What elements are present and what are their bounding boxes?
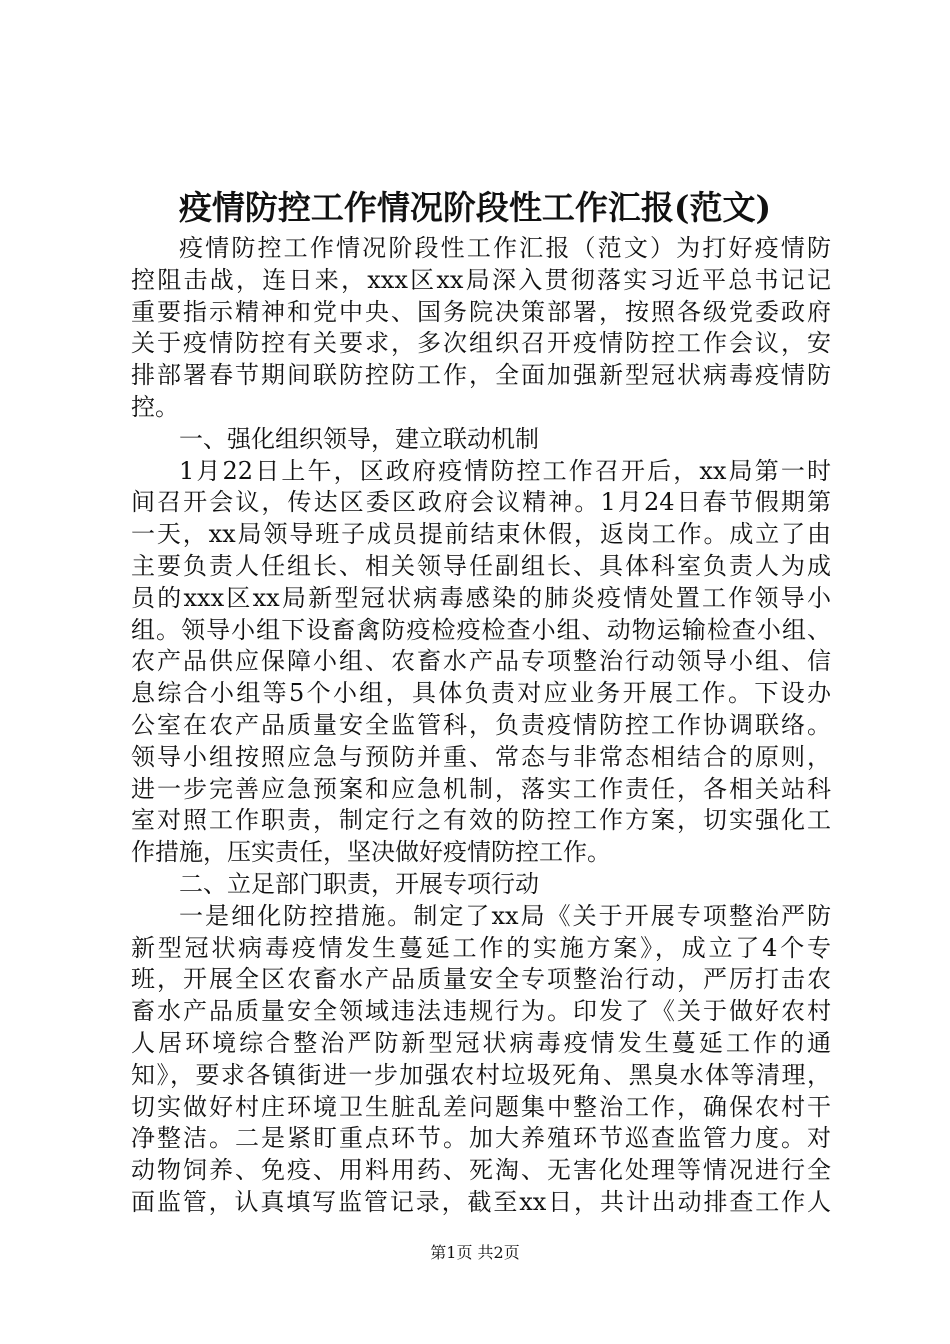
text-line: 切实做好村庄环境卫生脏乱差问题集中整治工作，确保农村干 (131, 1092, 831, 1121)
text-line: 疫情防控工作情况阶段性工作汇报（范文）为打好疫情防 (179, 234, 831, 262)
text-line: 作措施，压实责任，坚决做好疫情防控工作。 (131, 838, 611, 867)
text-line: 畜水产品质量安全领域违法违规行为。印发了《关于做好农村 (131, 997, 831, 1026)
text-line: 一是细化防控措施。制定了xx局《关于开展专项整治严防 (179, 901, 831, 930)
text-line: 重要指示精神和党中央、国务院决策部署，按照各级党委政府 (131, 297, 831, 326)
text-line: 净整洁。二是紧盯重点环节。加大养殖环节巡查监管力度。对 (131, 1124, 831, 1153)
text-line: 领导小组按照应急与预防并重、常态与非常态相结合的原则， (131, 742, 831, 771)
document-title: 疫情防控工作情况阶段性工作汇报(范文) (178, 188, 772, 227)
text-line: 进一步完善应急预案和应急机制，落实工作责任，各相关站科 (131, 774, 831, 803)
page-footer: 第1页 共2页 (430, 1243, 520, 1262)
text-line: 室对照工作职责，制定行之有效的防控工作方案，切实强化工 (131, 806, 831, 835)
text-line: 班，开展全区农畜水产品质量安全专项整治行动，严厉打击农 (131, 965, 831, 994)
text-line: 1月22日上午，区政府疫情防控工作召开后，xx局第一时 (179, 456, 831, 485)
document-body (131, 233, 831, 1219)
text-line: 知》，要求各镇街进一步加强农村垃圾死角、黑臭水体等清理， (131, 1060, 831, 1089)
text-line: 息综合小组等5个小组，具体负责对应业务开展工作。下设办 (131, 679, 831, 708)
text-line: 控阻击战，连日来，xxx区xx局深入贯彻落实习近平总书记记 (131, 265, 831, 294)
text-line: 排部署春节期间联防控防工作，全面加强新型冠状病毒疫情防 (131, 361, 831, 390)
text-line: 新型冠状病毒疫情发生蔓延工作的实施方案》，成立了4个专 (131, 933, 831, 962)
text-line: 一天，xx局领导班子成员提前结束休假，返岗工作。成立了由 (131, 520, 831, 549)
text-line: 控。 (131, 392, 179, 421)
text-line: 人居环境综合整治严防新型冠状病毒疫情发生蔓延工作的通 (131, 1028, 831, 1057)
text-line: 员的xxx区xx局新型冠状病毒感染的肺炎疫情处置工作领导小 (131, 583, 831, 612)
text-line: 二、立足部门职责，开展专项行动 (179, 869, 539, 898)
text-line: 间召开会议，传达区委区政府会议精神。1月24日春节假期第 (131, 488, 831, 517)
text-line: 主要负责人任组长、相关领导任副组长、具体科室负责人为成 (131, 551, 831, 580)
text-line: 组。领导小组下设畜禽防疫检疫检查小组、动物运输检查小组、 (131, 615, 831, 644)
text-line: 面监管，认真填写监管记录，截至xx日，共计出动排查工作人 (131, 1187, 831, 1216)
text-line: 一、强化组织领导，建立联动机制 (179, 424, 539, 453)
text-line: 动物饲养、免疫、用料用药、死淘、无害化处理等情况进行全 (131, 1156, 831, 1185)
text-line: 农产品供应保障小组、农畜水产品专项整治行动领导小组、信 (131, 647, 831, 676)
text-line: 关于疫情防控有关要求，多次组织召开疫情防控工作会议，安 (131, 329, 831, 358)
text-line: 公室在农产品质量安全监管科，负责疫情防控工作协调联络。 (131, 710, 831, 739)
